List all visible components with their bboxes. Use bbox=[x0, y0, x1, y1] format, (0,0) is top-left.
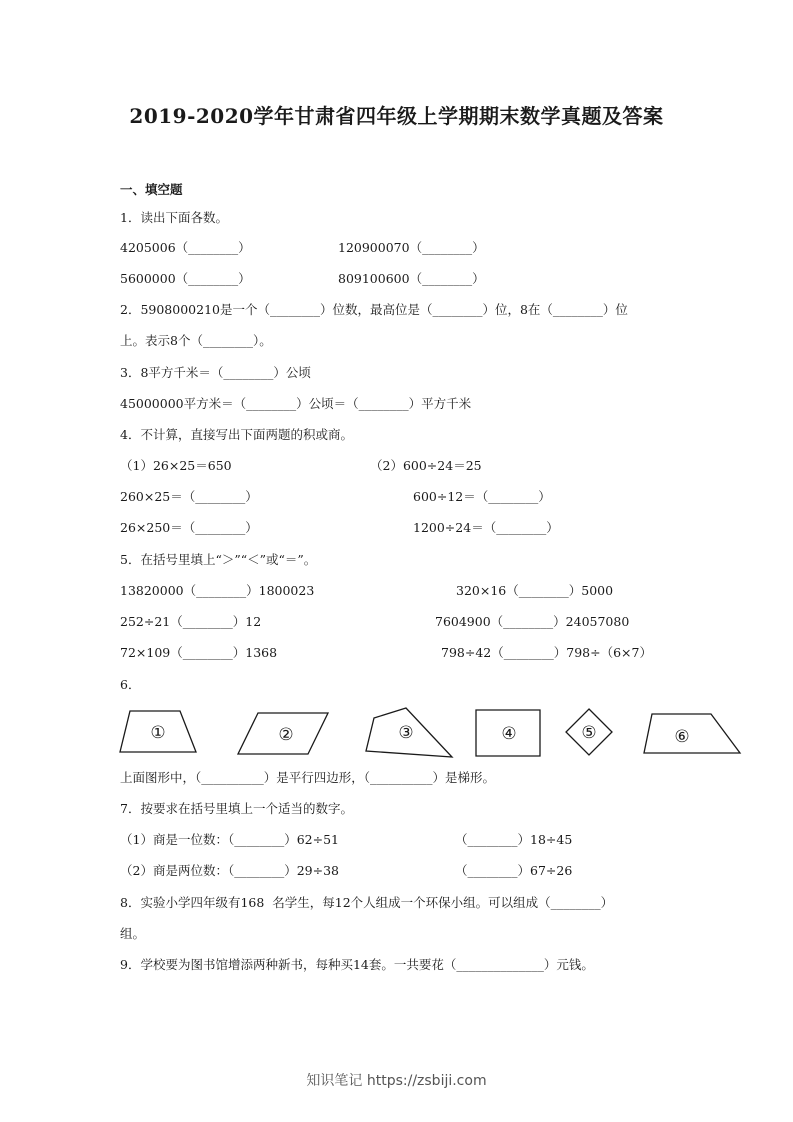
shape-6-trapezoid bbox=[644, 714, 740, 753]
q7-item-3: （2）商是两位数：（________）29÷38 bbox=[120, 863, 339, 878]
q5-item-5: 72×109（________）1368 bbox=[120, 645, 278, 660]
q9-line-1: 9．学校要为图书馆增添两种新书，每种买14套。一共要花（______________）元钱。 bbox=[120, 957, 594, 972]
page-title: 2019-2020学年甘肃省四年级上学期期末数学真题及答案 bbox=[129, 104, 664, 128]
q4-item-4: 1200÷24＝（________） bbox=[413, 520, 559, 535]
q7-item-1: （1）商是一位数：（________）62÷51 bbox=[120, 832, 339, 847]
q7-stem: 7．按要求在括号里填上一个适当的数字。 bbox=[120, 801, 353, 816]
q1-item-1: 4205006（________） bbox=[120, 240, 251, 255]
q2-line-1: 2．5908000210是一个（________）位数，最高位是（________）位，8在（________）位 bbox=[120, 302, 628, 317]
q5-item-4: 7604900（________）24057080 bbox=[435, 614, 630, 629]
q5-item-2: 320×16（________）5000 bbox=[456, 583, 614, 598]
q3-line-2: 45000000平方米＝（________）公顷＝（________）平方千米 bbox=[120, 396, 472, 411]
footer-watermark: 知识笔记 https://zsbiji.com bbox=[306, 1073, 487, 1089]
shape-4-label: ④ bbox=[501, 724, 517, 744]
q1-stem: 1．读出下面各数。 bbox=[120, 210, 228, 225]
q3-line-1: 3．8平方千米＝（________）公顷 bbox=[120, 365, 311, 380]
shape-2-label: ② bbox=[278, 725, 294, 745]
q8-line-1: 8．实验小学四年级有168 名学生，每12个人组成一个环保小组。可以组成（________） bbox=[120, 895, 614, 910]
shape-1-label: ① bbox=[150, 723, 166, 743]
q1-item-2: 120900070（________） bbox=[338, 240, 485, 255]
q1-item-4: 809100600（________） bbox=[338, 271, 485, 286]
q6-shapes-figure bbox=[118, 705, 748, 765]
q5-item-3: 252÷21（________）12 bbox=[120, 614, 262, 629]
q1-item-3: 5600000（________） bbox=[120, 271, 251, 286]
q5-item-1: 13820000（________）1800023 bbox=[120, 583, 315, 598]
q4-item-2: 600÷12＝（________） bbox=[413, 489, 551, 504]
shape-5-label: ⑤ bbox=[581, 723, 597, 743]
shape-3-label: ③ bbox=[398, 723, 414, 743]
q2-line-2: 上。表示8个（________）。 bbox=[120, 333, 272, 348]
q5-item-6: 798÷42（________）798÷（6×7） bbox=[441, 645, 652, 660]
q4-example-1: （1）26×25＝650 bbox=[120, 458, 232, 473]
q4-item-3: 26×250＝（________） bbox=[120, 520, 258, 535]
q6-answer: 上面图形中，（__________）是平行四边形，（__________）是梯形。 bbox=[120, 770, 496, 785]
q4-item-1: 260×25＝（________） bbox=[120, 489, 258, 504]
shape-6-label: ⑥ bbox=[674, 727, 690, 747]
section-heading: 一、填空题 bbox=[120, 182, 183, 197]
q5-stem: 5．在括号里填上“＞”“＜”或“＝”。 bbox=[120, 552, 317, 567]
q8-line-2: 组。 bbox=[120, 926, 146, 941]
q7-item-2: （________）18÷45 bbox=[455, 832, 573, 847]
q7-item-4: （________）67÷26 bbox=[455, 863, 573, 878]
q4-example-2: （2）600÷24＝25 bbox=[370, 458, 482, 473]
q4-stem: 4．不计算，直接写出下面两题的积或商。 bbox=[120, 427, 353, 442]
q6-stem: 6． bbox=[120, 677, 141, 692]
